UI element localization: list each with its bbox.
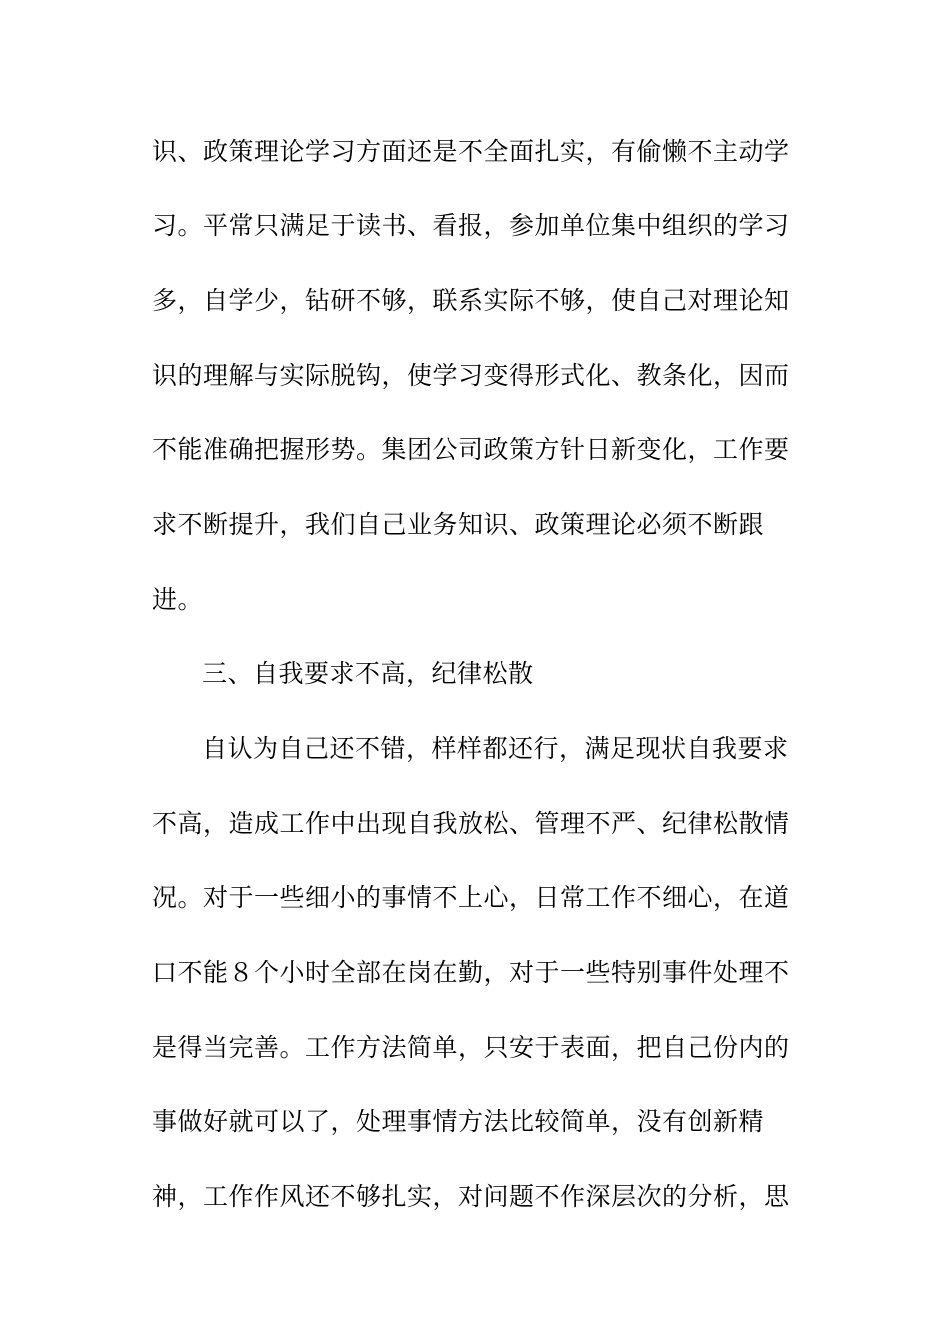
paragraph-line: 识、政策理论学习方面还是不全面扎实，有偷懒不主动学 [152,137,790,166]
paragraph-line: 自认为自己还不错，样样都还行，满足现状自我要求 [202,734,789,763]
paragraph-line: 况。对于一些细小的事情不上心，日常工作不细心，在道 [152,883,790,912]
paragraph-line: 神，工作作风还不够扎实，对问题不作深层次的分析，思 [152,1182,790,1211]
paragraph-line: 是得当完善。工作方法简单，只安于表面，把自己份内的 [152,1033,790,1062]
paragraph-line: 不能准确把握形势。集团公司政策方针日新变化，工作要 [152,435,790,464]
section-heading: 三、自我要求不高，纪律松散 [202,659,534,688]
paragraph-line: 求不断提升，我们自己业务知识、政策理论必须不断跟 [152,510,765,539]
paragraph-line: 识的理解与实际脱钩，使学习变得形式化、教条化，因而 [152,361,790,390]
paragraph-line: 进。 [152,585,204,614]
paragraph-line: 习。平常只满足于读书、看报，参加单位集中组织的学习 [152,211,790,240]
paragraph-line: 口不能８个小时全部在岗在勤，对于一些特别事件处理不 [152,958,790,987]
paragraph-line: 多，自学少，钻研不够，联系实际不够，使自己对理论知 [152,286,790,315]
paragraph-line: 事做好就可以了，处理事情方法比较简单，没有创新精 [152,1107,765,1136]
paragraph-line: 不高，造成工作中出现自我放松、管理不严、纪律松散情 [152,809,790,838]
